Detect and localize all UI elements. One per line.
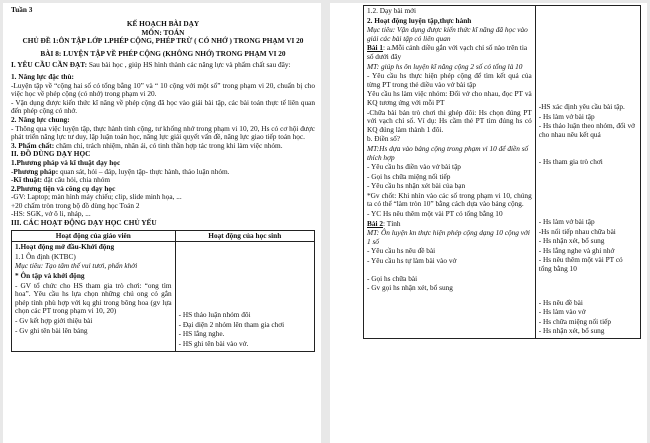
teacher-step: - Yêu cầu hs thực hiện phép cộng để tìm kết quả của từng PT trong thẻ diều vào vở bài tập <box>367 71 532 89</box>
method-text: quan sát, hỏi – đáp, luyện tập- thực hành, thảo luận nhóm. <box>58 166 230 176</box>
col-teacher-header: Hoạt động của giáo viên <box>12 230 176 242</box>
section-1-2-a: - Thông qua việc luyện tập, thực hành tính cộng, tư khống nhớ trong phạm vi 10, 20, Hs có cơ hội được phát triển năng lực tư duy, lập luận toán học, năng lực giải quyết vấn đề, năng lực giao tiếp toán học. <box>11 123 315 142</box>
teacher-step: - Yêu cầu hs nêu đề bài <box>367 246 436 256</box>
lesson-new: 1.2. Dạy bài mới <box>367 6 417 15</box>
student-step-3: - HS lắng nghe. <box>178 329 225 339</box>
col-student-header: Hoạt động của học sinh <box>175 230 314 242</box>
goal-label: Mục tiêu: <box>15 261 44 271</box>
student-step: - Hs làm vở bài tập <box>538 111 595 121</box>
student-step: - Hs nhận xét, bổ sung <box>538 236 605 246</box>
plan-title: KẾ HOẠCH BÀI DẠY <box>126 19 200 28</box>
table-row <box>12 242 315 351</box>
exercise-1b: b. Điền số? <box>367 134 401 144</box>
activity-1-method: * Ôn tập và khởi động <box>15 271 85 281</box>
week-label: Tuần 3 <box>11 5 33 14</box>
exercise-2-label: Bài 2 <box>367 218 384 228</box>
exercise-2 <box>367 220 532 229</box>
student-step: - Hs làm vào vở <box>538 307 586 317</box>
teacher-step: - YC Hs nêu thêm một vài PT có tổng bằng 10 <box>367 209 503 219</box>
exercise-2-text: : Tính <box>383 218 401 228</box>
teacher-step: - Gv gọi hs nhận xét, bổ sung <box>367 283 453 293</box>
activity-1-1: 1.1 Ôn định (KTBC) <box>15 251 76 261</box>
student-step: - Hs nhận xét, bổ sung <box>538 326 605 336</box>
student-step: - Hs lắng nghe và ghi nhớ <box>538 245 615 255</box>
student-step: - Hs làm vở bài tập <box>538 216 595 226</box>
student-step-4: - HS ghi tên bài vào vở. <box>178 339 249 349</box>
technique-text: đặt câu hỏi, chia nhóm <box>42 175 111 185</box>
goal-label: MT: <box>367 61 380 71</box>
teacher-step-3: - Gv ghi tên bài lên bảng <box>15 325 88 335</box>
student-step: - Hs chữa miệng nối tiếp <box>538 316 611 326</box>
exercise-1 <box>367 44 532 61</box>
teacher-step: - Yêu cầu hs điền vào vở bài tập <box>367 162 461 172</box>
teacher-step: - Gọi hs chữa miệng nối tiếp <box>367 171 451 181</box>
section-2-2-a: -GV: Laptop; màn hình máy chiếu; clip, slide minh họa, ... <box>11 192 182 202</box>
goal-text: Ôn luyện kn thực hiện phép cộng dạng 10 cộng với 1 số <box>367 228 530 246</box>
subject-title: MÔN: TOÁN <box>141 27 185 37</box>
teacher-step-1: - GV tổ chức cho HS tham gia trò chơi: “ong tìm hoa”. Yêu cầu hs lựa chọn những chú ong có gắn phép tính phù hợp với kq ghi trong bông hoa (gv lựa chọn các PT trong phạm vi 10, 20) <box>15 280 172 316</box>
goal-label: MT: <box>367 228 380 238</box>
student-step: -Hs nối tiếp nhau chữa bài <box>538 226 616 236</box>
teacher-cell <box>12 242 176 351</box>
student-step: -HS xác định yêu cầu bài tập. <box>538 102 625 111</box>
goal-label: Mục tiêu: <box>367 25 396 35</box>
activities-table-left <box>11 230 315 352</box>
section-2-2-b: +20 chấm tròn trong bộ đồ dùng học Toán 2 <box>11 200 140 210</box>
section-1-1-heading: 1. Năng lực đặc thù: <box>11 71 74 81</box>
teacher-cell <box>364 6 536 339</box>
goal-label: MT: <box>367 143 380 153</box>
activities-table-right <box>363 5 641 339</box>
section-2-2-c: -HS: SGK, vở ô li, nháp, ... <box>11 209 91 219</box>
section-1-1-a: -Luyện tập về “cộng hai số có tổng bằng 10” và “ 10 cộng với một số” trong phạm vi 20, chuẩn bị cho việc học về phép cộng (có nhớ) trong phạm vi 20. <box>11 80 315 99</box>
section-1-2-heading: 2. Năng lực chung: <box>11 114 70 124</box>
exercise-1-label: Bài 1 <box>367 43 384 53</box>
student-cell <box>175 242 314 351</box>
document-page-left <box>3 3 321 443</box>
goal-text: Tạo tâm thế vui tươi, phấn khởi <box>43 261 138 271</box>
section-2-2-heading: 2.Phương tiện và công cụ dạy học <box>11 183 116 193</box>
goal-text: giúp hs ôn luyện kĩ năng cộng 2 số có tổng là 10 <box>379 61 523 71</box>
exercise-1-goal <box>367 63 532 72</box>
chapter-title: CHỦ ĐỀ 1:ÔN TẬP LỚP 1.PHÉP CỘNG, PHÉP TRỪ ( CÓ NHỚ ) TRONG PHẠM VI 20 <box>22 36 304 46</box>
exercise-1-text: : a.Mỗi cánh diều gắn với vạch chỉ số nào trên tia số dưới đây <box>367 43 528 61</box>
teacher-step: - Yêu cầu hs nhận xét bài của bạn <box>367 181 466 191</box>
table-header-row <box>12 230 315 242</box>
teacher-step: -Chữa bài bản trò chơi thi ghép đôi: Hs chọn đúng PT với vạch chỉ số. Ví dụ: Hs cầm thẻ PT tìm đúng hs có KQ đúng làm thành 1 đôi. <box>367 107 532 134</box>
section-1-heading <box>11 61 315 70</box>
lesson-title: BÀI 8: LUYỆN TẬP VỀ PHÉP CỘNG (KHÔNG NHỚ) TRONG PHẠM VI 20 <box>40 48 286 58</box>
activity-1-goal <box>15 262 172 271</box>
document-page-right <box>330 3 647 443</box>
student-step: - Hs nêu đề bài <box>538 297 583 307</box>
section-1-3-text: chăm chỉ, trách nhiệm, nhân ái, có tinh thần hợp tác trong khi làm việc nhóm. <box>54 140 283 150</box>
student-step: - Hs thảo luận theo nhóm, đổi vở cho nhau nêu kết quả <box>538 121 636 139</box>
method-label: -Phương pháp: <box>11 166 59 176</box>
student-step-1: - HS thảo luận nhóm đôi <box>178 310 251 320</box>
teacher-step: Yêu cầu hs làm việc nhóm: Đổi vở cho nhau, đọc PT và KQ tương ứng với mỗi PT <box>367 89 532 107</box>
section-1-intro: Sau bài học , giúp HS hình thành các năng lực và phẩm chất sau đây: <box>87 60 291 70</box>
student-step: - Hs tham gia trò chơi <box>538 157 603 167</box>
section-1-3-label: 3. Phẩm chất: <box>11 140 55 150</box>
teacher-conclusion: *Gv chốt: Khi nhìn vào các số trong phạm vi 10, chúng ta có thể “làm tròn 10” bằng cách dựa vào bảng cộng. <box>367 190 532 209</box>
section-2-heading: II. ĐỒ DÙNG DẠY HỌC <box>11 149 91 159</box>
table-row <box>364 6 641 339</box>
goal-text: Vận dụng được kiến thức kĩ năng đã học vào giải các bài tập có liên quan <box>367 25 528 43</box>
goal-text: Hs dựa vào bảng cộng trong phạm vi 10 để điền số thích hợp <box>367 143 529 162</box>
exercise-1b-goal <box>367 145 532 162</box>
section-1-label: I. YÊU CẦU CẦN ĐẠT: <box>11 60 88 70</box>
technique-label: -Kĩ thuật: <box>11 175 43 185</box>
section-1-1-b: - Vận dụng được kiến thức kĩ năng về phép cộng đã học vào giải bài tập, các bài toán thực tế liên quan đến phép cộng có nhớ. <box>11 97 315 116</box>
student-step-2: - Đại diện 2 nhóm lên tham gia chơi <box>178 319 285 329</box>
activity-2-goal <box>367 26 532 43</box>
teacher-step: - Gọi hs chữa bài <box>367 273 418 283</box>
section-2-1-heading: 1.Phương pháp và kĩ thuật dạy học <box>11 157 121 167</box>
section-3-heading: III. CÁC HOẠT ĐỘNG DẠY HỌC CHỦ YẾU <box>11 218 157 228</box>
activity-1-heading: 1.Hoạt động mở đầu-Khởi động <box>15 242 115 252</box>
exercise-2-goal <box>367 229 532 246</box>
student-cell <box>535 6 640 339</box>
student-step: - Hs nêu thêm một vài PT có tổng bằng 10 <box>538 255 623 273</box>
activity-2-heading: 2. Hoạt động luyện tập,thực hành <box>367 15 472 25</box>
teacher-step: - Yêu cầu hs tự làm bài vào vở <box>367 256 457 266</box>
teacher-step-2: - Gv kết hợp giới thiệu bài <box>15 316 93 325</box>
